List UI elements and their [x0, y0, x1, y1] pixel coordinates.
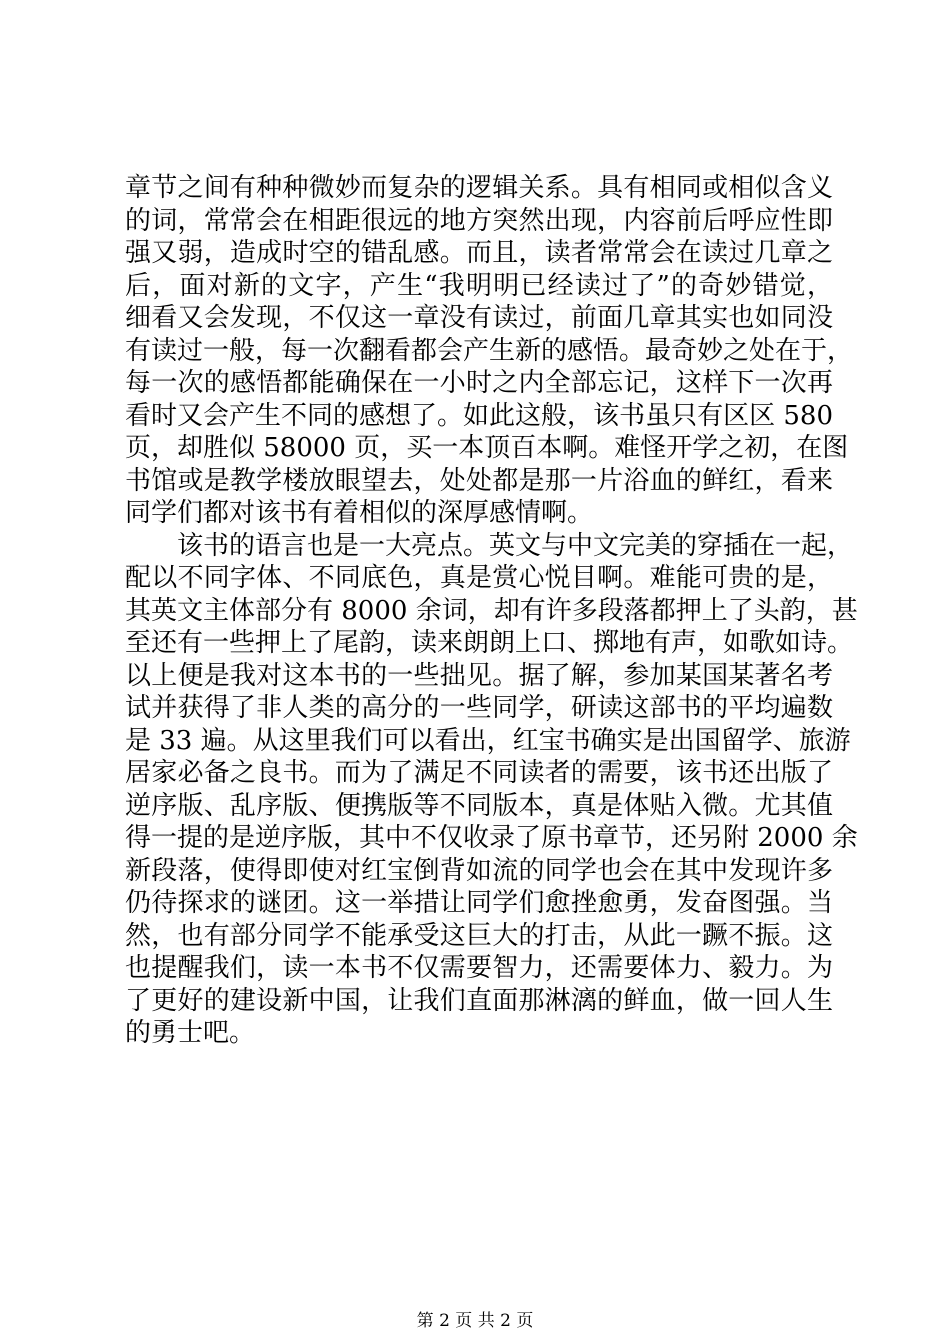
text-line: 强又弱，造成时空的错乱感。而且，读者常常会在读过几章之	[125, 238, 833, 268]
text-line: 然，也有部分同学不能承受这巨大的打击，从此一蹶不振。这	[125, 920, 833, 951]
text-line: 仍待探求的谜团。这一举措让同学们愈挫愈勇，发奋图强。当	[125, 888, 833, 918]
text-line: 其英文主体部分有 8000 余词，却有许多段落都押上了头韵，甚	[125, 595, 858, 626]
text-line: 有读过一般，每一次翻看都会产生新的感悟。最奇妙之处在于，	[125, 335, 854, 366]
text-line: 是 33 遍。从这里我们可以看出，红宝书确实是出国留学、旅游	[125, 725, 851, 756]
page-footer: 第 2 页 共 2 页	[416, 1311, 534, 1331]
text-line: 逆序版、乱序版、便携版等不同版本，真是体贴入微。尤其值	[125, 790, 833, 821]
text-line: 页，却胜似 58000 页，买一本顶百本啊。难怪开学之初，在图	[125, 433, 849, 463]
text-line: 章节之间有种种微妙而复杂的逻辑关系。具有相同或相似含义	[125, 173, 833, 203]
text-line: 的词，常常会在相距很远的地方突然出现，内容前后呼应性即	[125, 205, 833, 236]
text-line: 试并获得了非人类的高分的一些同学，研读这部书的平均遍数	[125, 693, 833, 723]
text-line: 后，面对新的文字，产生“我明明已经读过了”的奇妙错觉，	[125, 270, 833, 301]
text-line: 该书的语言也是一大亮点。英文与中文完美的穿插在一起，	[125, 530, 854, 561]
text-line: 同学们都对该书有着相似的深厚感情啊。	[125, 498, 594, 528]
text-line: 配以不同字体、不同底色，真是赏心悦目啊。难能可贵的是，	[125, 563, 833, 593]
text-line: 居家必备之良书。而为了满足不同读者的需要，该书还出版了	[125, 758, 833, 788]
text-line: 书馆或是教学楼放眼望去，处处都是那一片浴血的鲜红，看来	[125, 465, 833, 496]
text-line: 每一次的感悟都能确保在一小时之内全部忘记，这样下一次再	[125, 368, 833, 398]
text-line: 细看又会发现，不仅这一章没有读过，前面几章其实也如同没	[125, 303, 833, 333]
text-line: 至还有一些押上了尾韵，读来朗朗上口、掷地有声，如歌如诗。	[125, 628, 854, 658]
text-line: 也提醒我们，读一本书不仅需要智力，还需要体力、毅力。为	[125, 953, 833, 983]
text-line: 得一提的是逆序版，其中不仅收录了原书章节，还另附 2000 余	[125, 823, 858, 853]
text-line: 了更好的建设新中国，让我们直面那淋漓的鲜血，做一回人生	[125, 985, 833, 1016]
body-text	[125, 172, 858, 1050]
text-line: 看时又会产生不同的感想了。如此这般，该书虽只有区区 580	[125, 400, 833, 431]
text-line: 以上便是我对这本书的一些拙见。据了解，参加某国某著名考	[125, 660, 833, 691]
text-line: 的勇士吧。	[125, 1018, 256, 1048]
text-line: 新段落，使得即使对红宝倒背如流的同学也会在其中发现许多	[125, 855, 833, 886]
